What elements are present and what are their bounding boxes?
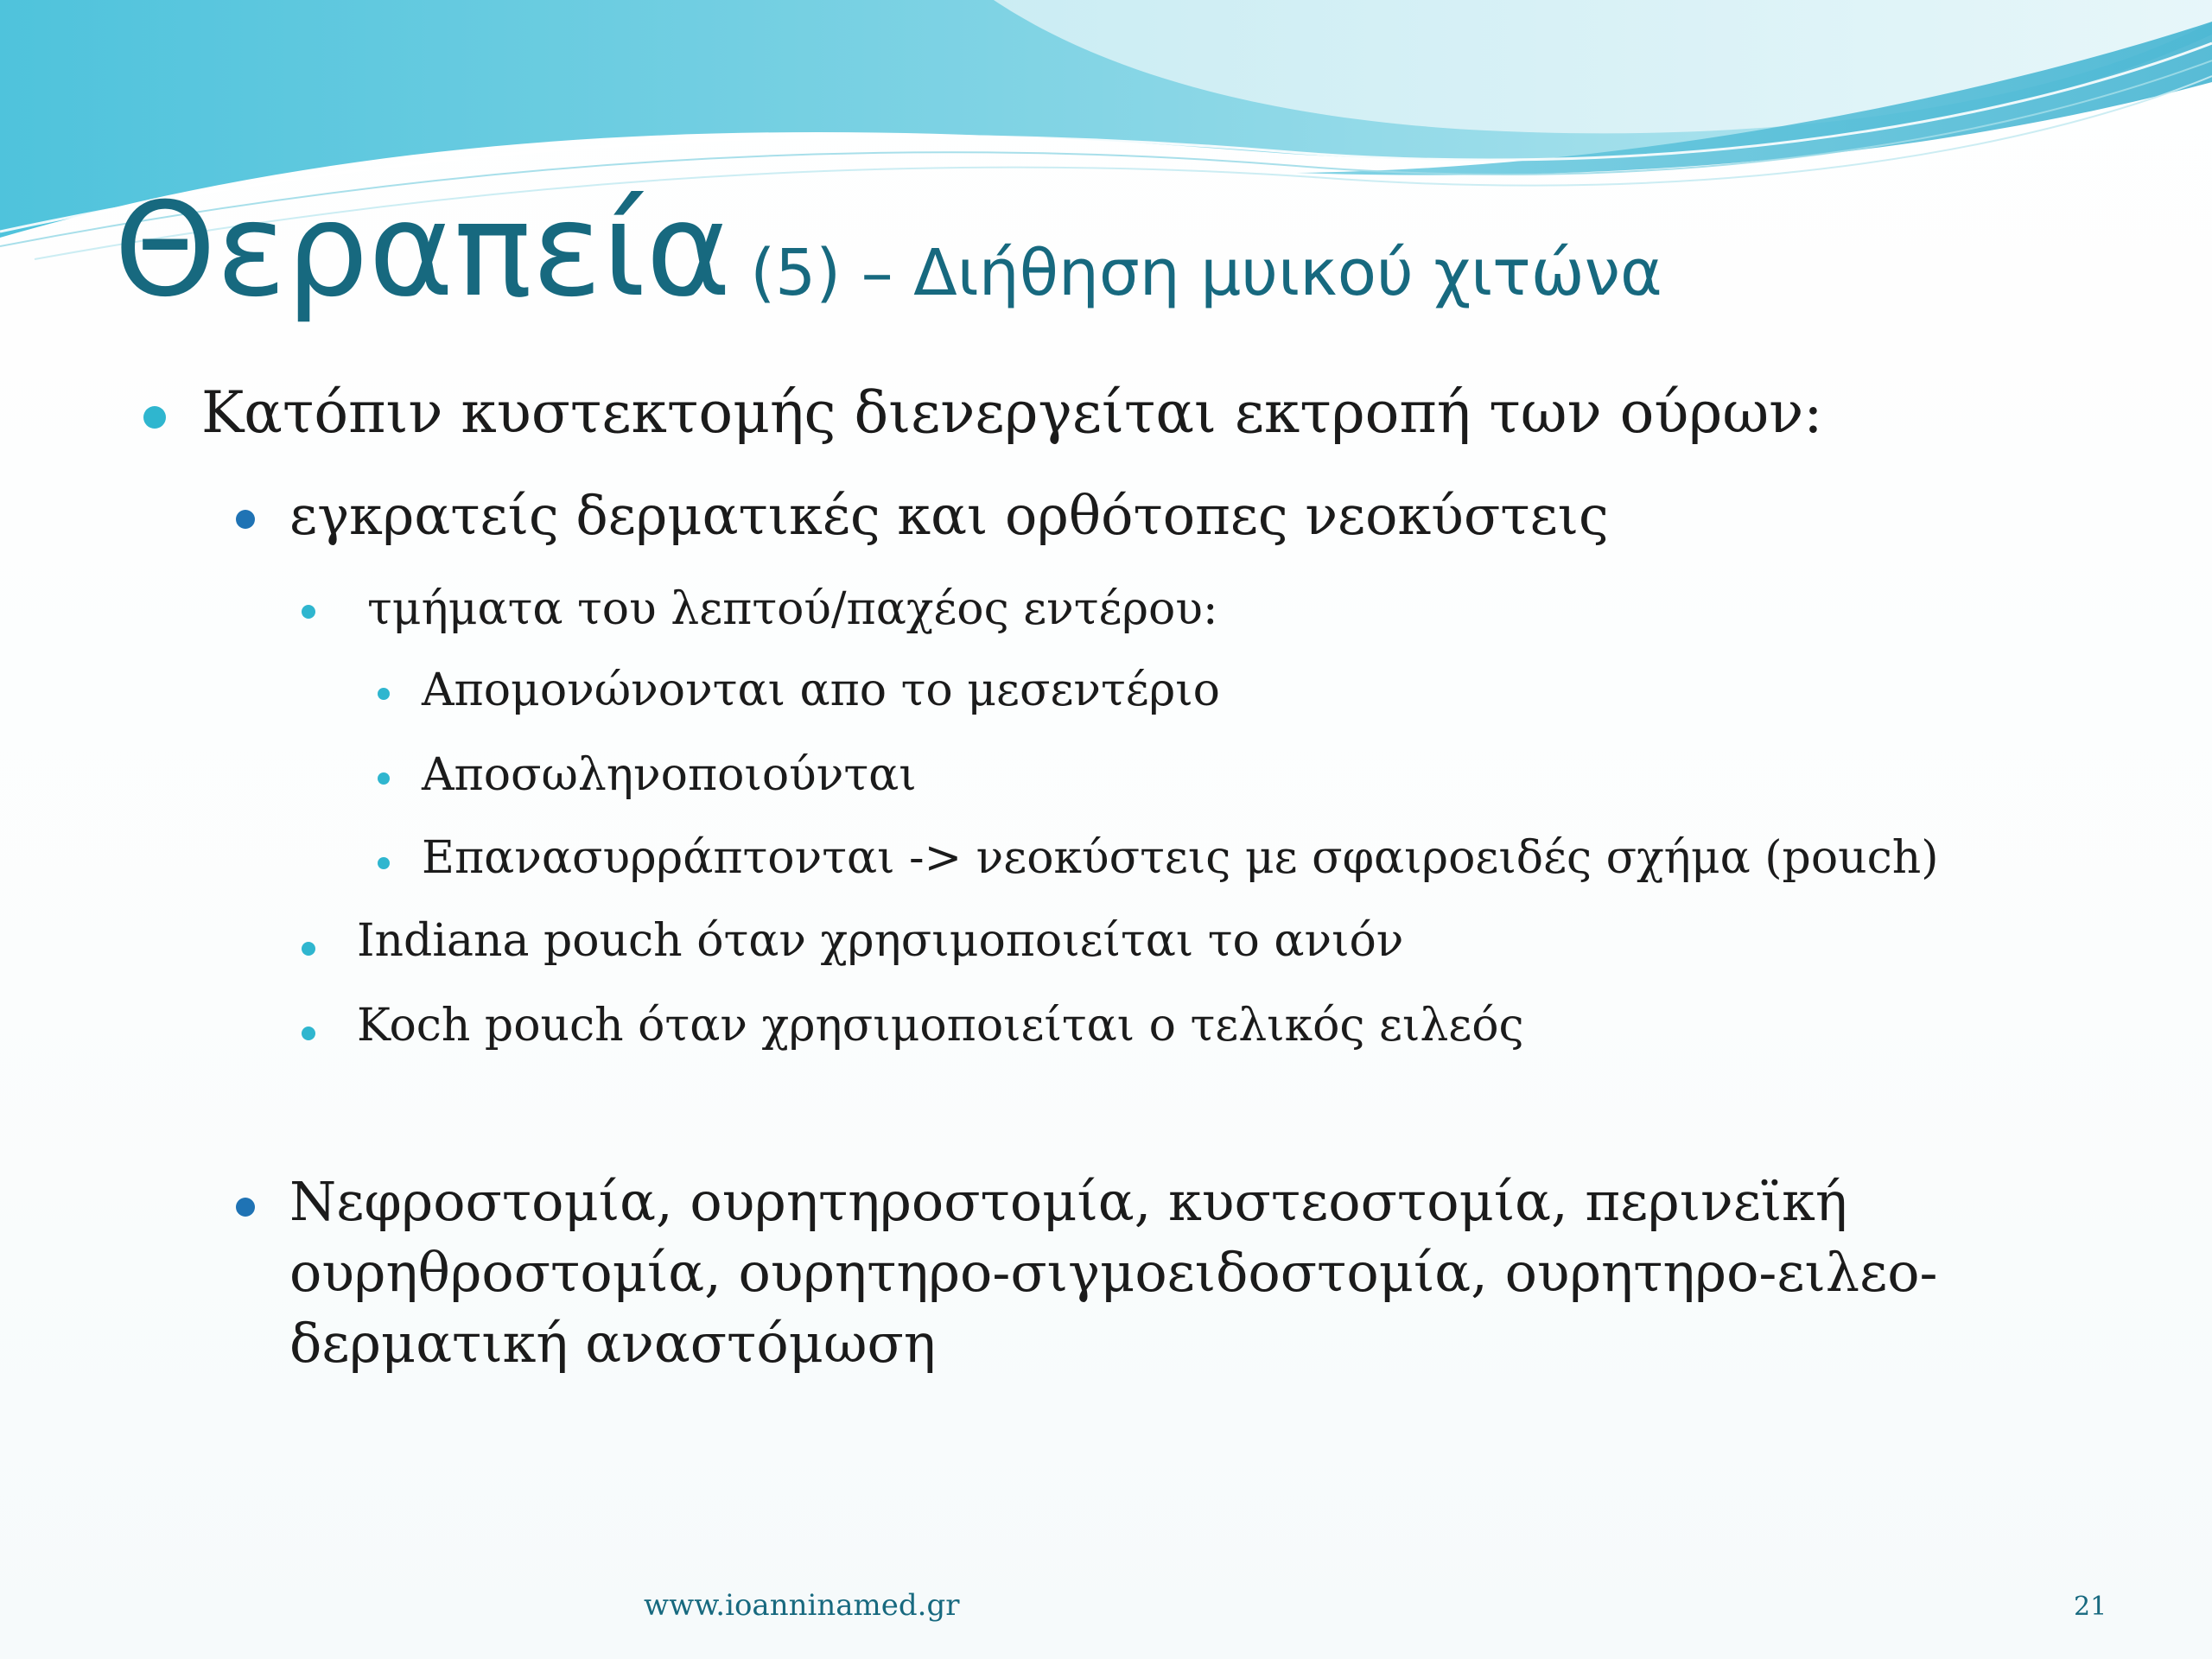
- footer-url: www.ioanninamed.gr: [644, 1588, 960, 1623]
- slide-title: [114, 175, 1662, 326]
- bullet-level3: τμήματα του λεπτού/παχέος εντέρου:: [367, 583, 1218, 635]
- title-main: Θεραπεία: [114, 175, 732, 326]
- bullet-dot-icon: [143, 406, 166, 429]
- bullet-level2: εγκρατείς δερματικές και ορθότοπες νεοκύστεις: [289, 484, 1609, 547]
- bullet-dot-icon: [236, 510, 255, 529]
- bullet-level3: Indiana pouch όταν χρησιμοποιείται το ανιόν: [357, 915, 1404, 967]
- bullet-level3: Koch pouch όταν χρησιμοποιείται ο τελικός ειλεός: [357, 1000, 1524, 1052]
- bullet-dot-icon: [378, 688, 390, 700]
- bullet-level1: Κατόπιν κυστεκτομής διενεργείται εκτροπή των ούρων:: [201, 379, 1823, 446]
- bullet-dot-icon: [302, 605, 315, 619]
- bullet-level4: Αποσωληνοποιούνται: [422, 749, 917, 801]
- page-number: 21: [2074, 1592, 2107, 1622]
- bullet-dot-icon: [378, 772, 390, 785]
- bullet-dot-icon: [378, 857, 390, 869]
- bullet-level2-wrapped: Νεφροστομία, ουρητηροστομία, κυστεοστομία, περινεϊκή ουρηθροστομία, ουρητηρο-σιγμοειδοστομία, ουρητηρο-ειλεο-δερματική αναστόμωση: [289, 1170, 1938, 1375]
- bullet-dot-icon: [236, 1198, 255, 1217]
- bullet-level4: Επανασυρράπτονται -> νεοκύστεις με σφαιροειδές σχήμα (pouch): [422, 832, 1939, 884]
- bullet-dot-icon: [302, 942, 315, 956]
- bullet-level4: Απομονώνονται απο το μεσεντέριο: [422, 664, 1220, 716]
- title-subtitle: (5) – Διήθηση μυικού χιτώνα: [750, 236, 1662, 310]
- bullet-dot-icon: [302, 1027, 315, 1040]
